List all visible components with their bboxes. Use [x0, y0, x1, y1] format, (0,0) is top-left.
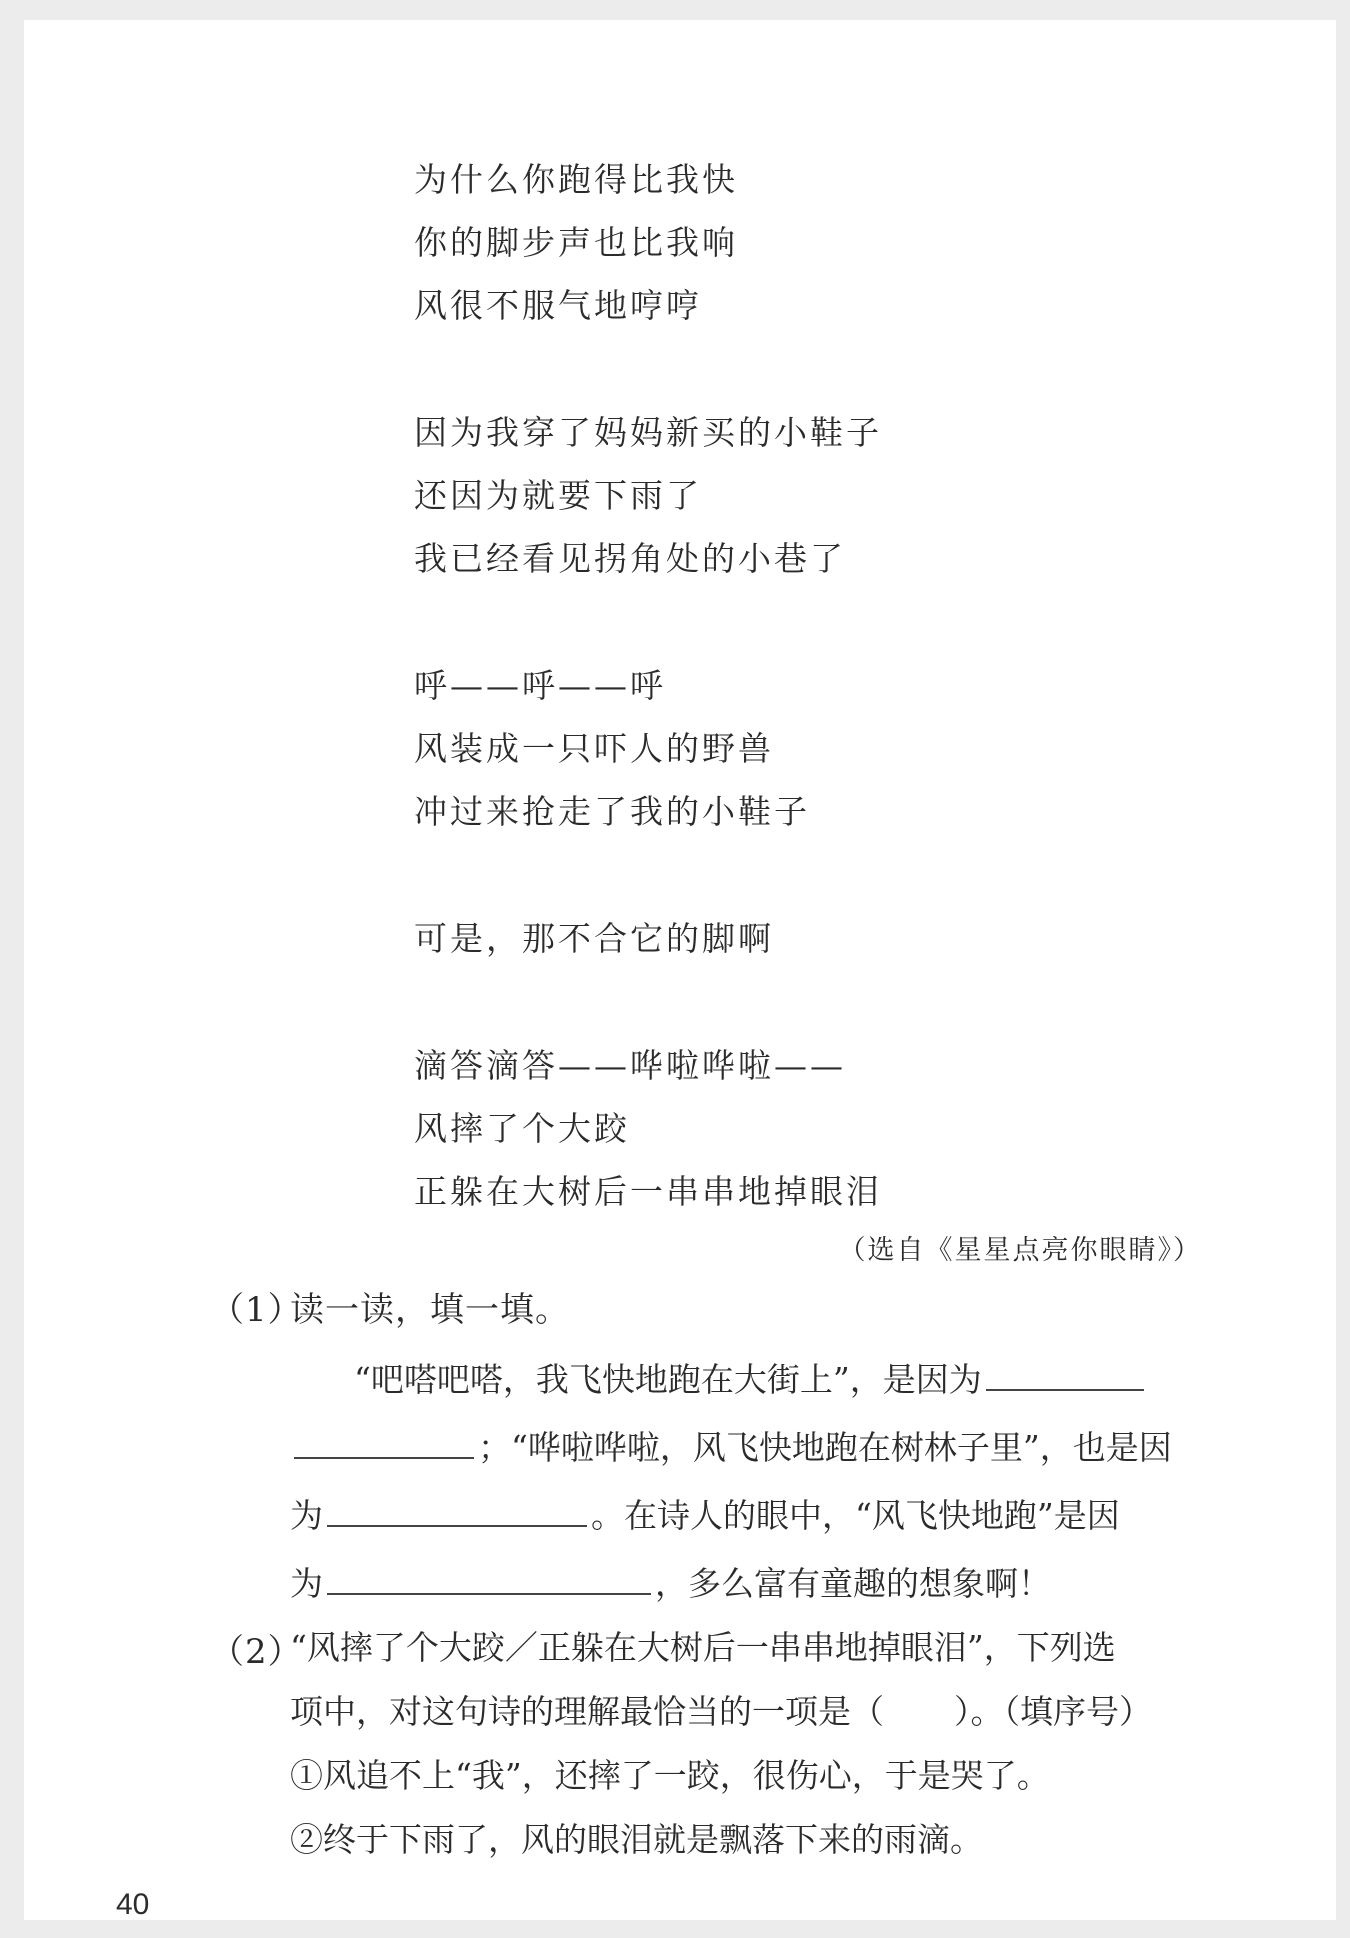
poem-line: 因为我穿了妈妈新买的小鞋子 — [414, 413, 882, 452]
question-2-heading — [210, 1624, 303, 1673]
poem-line: 可是，那不合它的脚啊 — [414, 919, 774, 958]
question-2-number: （2） — [210, 1632, 303, 1672]
poem-line: 我已经看见拐角处的小巷了 — [414, 539, 846, 578]
poem — [414, 148, 882, 1223]
question-1-number: （1） — [210, 1290, 303, 1330]
textbook-page — [24, 20, 1336, 1920]
question-1-line1: “吧嗒吧嗒，我飞快地跑在大街上”，是因为 — [354, 1360, 982, 1399]
question-2-line2-suffix: ）。（填序号） — [954, 1692, 1152, 1731]
option-2: ②终于下雨了，风的眼泪就是飘落下来的雨滴。 — [290, 1820, 983, 1859]
answer-blank-3[interactable] — [327, 1489, 587, 1527]
poem-line: 呼——呼——呼 — [414, 666, 666, 705]
poem-line: 风很不服气地哼哼 — [414, 286, 702, 325]
question-1-title: 读一读，填一填。 — [290, 1290, 570, 1330]
question-2-line1: “风摔了个大跤／正躲在大树后一串串地掉眼泪”，下列选 — [290, 1628, 1116, 1667]
answer-blank-1[interactable] — [986, 1353, 1144, 1391]
question-1-line2: ；“哗啦哗啦，风飞快地跑在树林子里”，也是因 — [478, 1428, 1172, 1467]
question-1-line3: 。在诗人的眼中，“风飞快地跑”是因 — [591, 1496, 1120, 1535]
poem-source: （选自《星星点亮你眼睛》） — [838, 1235, 1202, 1266]
answer-blank-2[interactable] — [294, 1421, 474, 1459]
poem-line: 风摔了个大跤 — [414, 1109, 630, 1148]
poem-line: 正躲在大树后一串串地掉眼泪 — [414, 1172, 882, 1211]
question-1-heading — [210, 1282, 570, 1331]
poem-line: 还因为就要下雨了 — [414, 476, 702, 515]
poem-line: 风装成一只吓人的野兽 — [414, 729, 774, 768]
poem-line: 冲过来抢走了我的小鞋子 — [414, 792, 810, 831]
option-1: ①风追不上“我”，还摔了一跤，很伤心，于是哭了。 — [290, 1756, 1050, 1795]
question-1-line4-prefix: 为 — [290, 1564, 323, 1603]
question-2-line2: 项中，对这句诗的理解最恰当的一项是（ — [290, 1692, 884, 1731]
answer-blank-4[interactable] — [327, 1557, 651, 1595]
question-1-line3-prefix: 为 — [290, 1496, 323, 1535]
question-1-line4: ，多么富有童趣的想象啊！ — [655, 1564, 1051, 1603]
poem-line: 滴答滴答——哗啦哗啦—— — [414, 1046, 846, 1085]
poem-line: 你的脚步声也比我响 — [414, 223, 738, 262]
poem-line: 为什么你跑得比我快 — [414, 160, 738, 199]
page-number: 40 — [116, 1888, 150, 1921]
